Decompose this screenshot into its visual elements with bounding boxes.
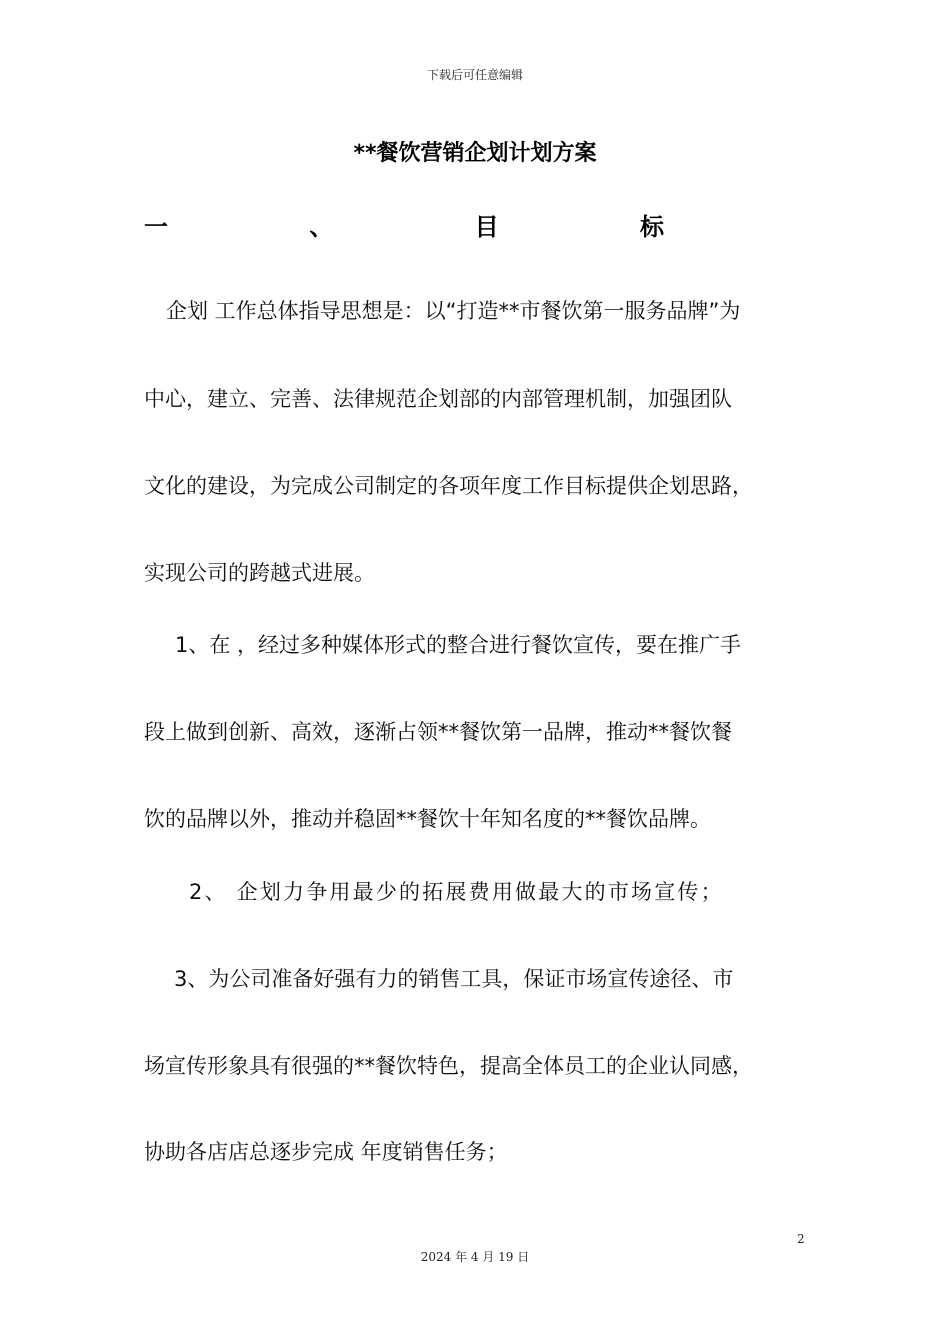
paragraph-line: 协助各店店总逐步完成 年度销售任务；	[144, 1140, 508, 1164]
section-heading-char: 一	[144, 213, 168, 241]
header-note: 下载后可任意编辑	[426, 68, 523, 82]
page-number: 2	[797, 1232, 805, 1246]
section-heading-char: 标	[639, 213, 664, 241]
paragraph-line: 段上做到创新、高效，逐渐占领**餐饮第一品牌，推动**餐饮餐	[144, 720, 732, 744]
paragraph-line: 企划 工作总体指导思想是：以“打造**市餐饮第一服务品牌”为	[166, 299, 741, 323]
section-heading-char: 目	[474, 213, 499, 241]
paragraph-line: 中心，建立、完善、法律规范企划部的内部管理机制，加强团队	[144, 387, 732, 411]
paragraph-line: 实现公司的跨越式进展。	[144, 561, 375, 585]
document-title: **餐饮营销企划计划方案	[353, 141, 597, 166]
section-heading-char: 、	[309, 213, 334, 241]
paragraph-line: 2、 企划力争用最少的拓展费用做最大的市场宣传；	[189, 880, 724, 904]
paragraph-line: 饮的品牌以外，推动并稳固**餐饮十年知名度的**餐饮品牌。	[144, 807, 711, 831]
paragraph-line: 1、在 ，经过多种媒体形式的整合进行餐饮宣传，要在推广手	[175, 633, 742, 657]
paragraph-line: 文化的建设，为完成公司制定的各项年度工作目标提供企划思路，	[144, 474, 753, 498]
paragraph-line: 场宣传形象具有很强的**餐饮特色，提高全体员工的企业认同感，	[144, 1054, 753, 1078]
paragraph-line: 3、为公司准备好强有力的销售工具，保证市场宣传途径、市	[174, 967, 734, 991]
footer-date: 2024 年 4 月 19 日	[420, 1250, 530, 1264]
